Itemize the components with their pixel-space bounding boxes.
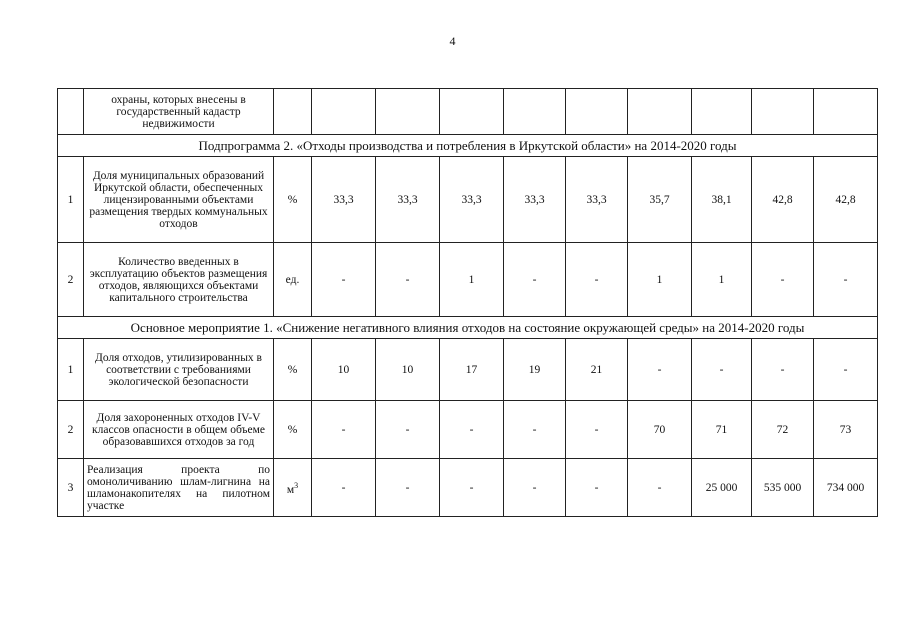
indicator-description: Количество введенных в эксплуатацию объектов размещения отходов, являющихся объектами капитального строительства (84, 243, 274, 317)
row-number: 2 (58, 401, 84, 459)
value-cell: - (566, 243, 628, 317)
value-cell: 71 (692, 401, 752, 459)
value-cell: - (814, 339, 878, 401)
table-row (58, 459, 878, 517)
value-cell: 734 000 (814, 459, 878, 517)
table-row-continuation (58, 89, 878, 135)
row-number: 3 (58, 459, 84, 517)
table-row (58, 339, 878, 401)
value-cell: - (628, 339, 692, 401)
indicator-description: Реализация проекта по омоноличиванию шлам-лигнина на шламонакопителях на пилотном участке (84, 459, 274, 517)
value-cell: - (504, 459, 566, 517)
value-cell: 38,1 (692, 157, 752, 243)
value-cell: 19 (504, 339, 566, 401)
value-cell: - (566, 401, 628, 459)
value-cell: 33,3 (566, 157, 628, 243)
value-cell: - (504, 401, 566, 459)
page-number: 4 (449, 34, 456, 48)
value-cell: 33,3 (376, 157, 440, 243)
value-cell: 10 (376, 339, 440, 401)
table-row (58, 243, 878, 317)
value-cell: - (312, 401, 376, 459)
row-number-cell (58, 89, 84, 135)
value-cell: 72 (752, 401, 814, 459)
indicator-description: Доля захороненных отходов IV-V классов опасности в общем объеме образовавшихся отходов за год (84, 401, 274, 459)
value-cell: 33,3 (440, 157, 504, 243)
value-cell: - (312, 243, 376, 317)
subprogram-header-row (58, 135, 878, 157)
value-cell: 33,3 (504, 157, 566, 243)
value-cell: - (752, 339, 814, 401)
value-cell: 33,3 (312, 157, 376, 243)
value-cell: - (440, 459, 504, 517)
subprogram-title: Подпрограмма 2. «Отходы производства и потребления в Иркутской области» на 2014-2020 годы (58, 135, 878, 157)
unit-cell: ед. (274, 243, 312, 317)
value-cell: 42,8 (752, 157, 814, 243)
value-cell: - (440, 401, 504, 459)
value-cell: - (376, 243, 440, 317)
unit-cell: % (274, 339, 312, 401)
value-cell: - (312, 459, 376, 517)
value-cell: 73 (814, 401, 878, 459)
measure-header-row (58, 317, 878, 339)
value-cell: - (692, 339, 752, 401)
value-cell: 17 (440, 339, 504, 401)
row-number: 1 (58, 339, 84, 401)
value-cell: - (566, 459, 628, 517)
row-number: 2 (58, 243, 84, 317)
table-row (58, 157, 878, 243)
unit-cell: % (274, 401, 312, 459)
indicators-table (57, 88, 878, 517)
row-number: 1 (58, 157, 84, 243)
unit-superscript: 3 (294, 480, 299, 490)
value-cell: 535 000 (752, 459, 814, 517)
unit-cell (274, 459, 312, 517)
value-cell: - (504, 243, 566, 317)
value-cell: 42,8 (814, 157, 878, 243)
table-row (58, 401, 878, 459)
value-cell: 1 (440, 243, 504, 317)
value-cell: - (376, 401, 440, 459)
indicator-description: охраны, которых внесены в государственный кадастр недвижимости (84, 89, 274, 135)
value-cell: 25 000 (692, 459, 752, 517)
value-cell: 10 (312, 339, 376, 401)
value-cell: 1 (692, 243, 752, 317)
value-cell: 70 (628, 401, 692, 459)
value-cell: - (628, 459, 692, 517)
value-cell: 35,7 (628, 157, 692, 243)
value-cell: - (752, 243, 814, 317)
measure-title: Основное мероприятие 1. «Снижение негативного влияния отходов на состояние окружающей среды» на 2014-2020 годы (58, 317, 878, 339)
unit-text: м (286, 483, 295, 496)
value-cell: - (814, 243, 878, 317)
value-cell: - (376, 459, 440, 517)
value-cell: 1 (628, 243, 692, 317)
value-cell: 21 (566, 339, 628, 401)
indicator-description: Доля муниципальных образований Иркутской области, обеспеченных лицензированными объектами размещения твердых коммунальных отходов (84, 157, 274, 243)
unit-cell: % (274, 157, 312, 243)
indicator-description: Доля отходов, утилизированных в соответствии с требованиями экологической безопасности (84, 339, 274, 401)
